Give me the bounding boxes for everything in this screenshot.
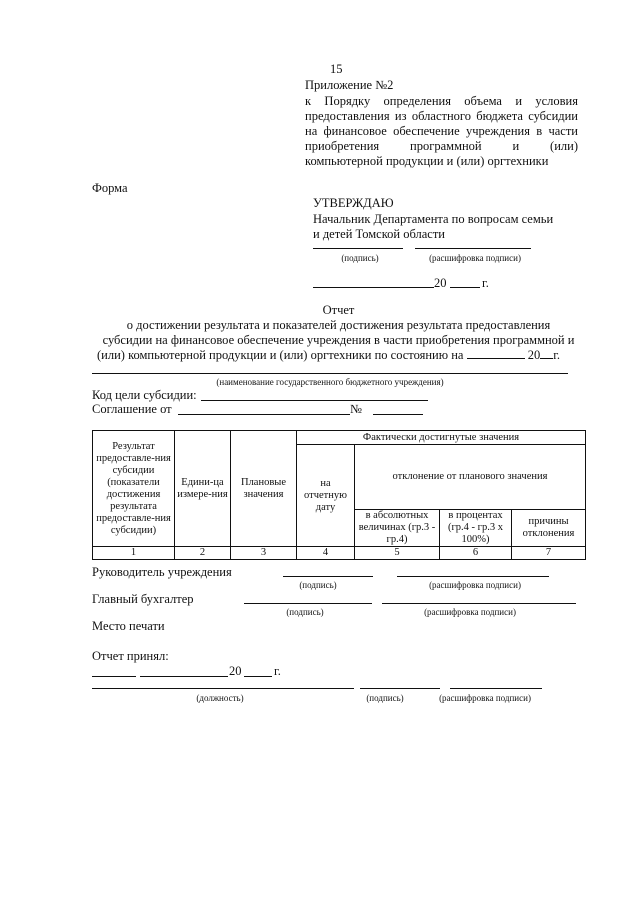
head-signature-caption: (подпись) — [299, 580, 337, 590]
accepted-label: Отчет принял: — [92, 649, 169, 663]
report-subtitle-line3 — [97, 348, 560, 363]
accountant-label: Главный бухгалтер — [92, 592, 194, 606]
accepted-position-line[interactable] — [92, 688, 354, 689]
accepted-year-line[interactable] — [244, 676, 272, 677]
accepted-year-prefix: 20 — [229, 664, 242, 678]
column-number: 7 — [512, 547, 586, 560]
approval-year-prefix: 20 — [434, 276, 447, 290]
appendix-line: приобретения программной и (или) — [305, 139, 578, 153]
goal-code-label: Код цели субсидии: — [92, 388, 197, 402]
approval-position-line2: и детей Томской области — [313, 227, 446, 241]
head-decode-line[interactable] — [397, 576, 549, 577]
agreement-date-line[interactable] — [178, 414, 350, 415]
accepted-decode-caption: (расшифровка подписи) — [439, 693, 531, 703]
column-number: 6 — [440, 547, 512, 560]
approval-decode-caption: (расшифровка подписи) — [429, 253, 521, 263]
head-decode-caption: (расшифровка подписи) — [429, 580, 521, 590]
report-subtitle-line2: субсидии на финансовое обеспечение учреждения в части приобретения программной и — [102, 333, 575, 347]
approval-position-line1: Начальник Департамента по вопросам семьи — [313, 212, 554, 226]
column-number: 1 — [93, 547, 175, 560]
report-line3-year: 20 — [527, 348, 541, 362]
report-title: Отчет — [322, 303, 355, 317]
approval-date-line[interactable] — [313, 287, 434, 288]
col-result-header: Результат предоставле-ния субсидии (показатели достижения результата предоставле-ния субсидии) — [93, 431, 175, 547]
column-number: 2 — [175, 547, 231, 560]
approval-year-line[interactable] — [450, 287, 480, 288]
appendix-line: на финансовое обеспечение учреждения в части — [305, 124, 578, 138]
seal-label: Место печати — [92, 619, 165, 633]
appendix-title: Приложение №2 — [305, 78, 394, 92]
approval-signature-caption: (подпись) — [341, 253, 379, 263]
appendix-line: компьютерной продукции и (или) оргтехники — [305, 154, 549, 168]
agreement-number-sign: № — [350, 402, 362, 416]
head-label: Руководитель учреждения — [92, 565, 232, 579]
report-table — [92, 430, 586, 560]
accepted-month-line[interactable] — [140, 676, 228, 677]
appendix-line: к Порядку определения объема и условия — [305, 94, 578, 108]
approval-year-suffix: г. — [482, 276, 489, 290]
col-percent-header: в процентах (гр.4 - гр.3 х 100%) — [440, 510, 512, 547]
accountant-signature-caption: (подпись) — [286, 607, 324, 617]
column-number: 3 — [231, 547, 297, 560]
agreement-label: Соглашение от — [92, 402, 172, 416]
institution-line[interactable] — [92, 373, 568, 374]
approval-title: УТВЕРЖДАЮ — [313, 196, 394, 210]
page-number: 15 — [330, 62, 343, 76]
report-line3-end: г. — [553, 348, 561, 362]
accepted-signature-caption: (подпись) — [366, 693, 404, 703]
accepted-position-caption: (должность) — [196, 693, 244, 703]
accepted-day-line[interactable] — [92, 676, 136, 677]
accepted-decode-line[interactable] — [450, 688, 542, 689]
accountant-decode-line[interactable] — [382, 603, 576, 604]
deviation-header: отклонение от планового значения — [355, 445, 586, 510]
accountant-signature-line[interactable] — [244, 603, 372, 604]
appendix-line: предоставления из областного бюджета субсидии — [305, 109, 578, 123]
col-unit-header: Едини-ца измере-ния — [175, 431, 231, 547]
agreement-number-line[interactable] — [373, 414, 423, 415]
column-number: 4 — [297, 547, 355, 560]
form-label: Форма — [92, 181, 128, 195]
col-on-date-header: на отчетную дату — [297, 445, 355, 547]
report-date-line[interactable] — [467, 348, 525, 359]
col-absolute-header: в абсолютных величинах (гр.3 - гр.4) — [355, 510, 440, 547]
goal-code-line[interactable] — [201, 400, 428, 401]
accepted-year-suffix: г. — [274, 664, 281, 678]
head-signature-line[interactable] — [283, 576, 373, 577]
actual-values-header: Фактически достигнутые значения — [297, 431, 586, 445]
approval-signature-line[interactable] — [313, 248, 403, 249]
report-subtitle-line1: о достижении результата и показателей достижения результата предоставления — [126, 318, 551, 332]
col-reasons-header: причины отклонения — [512, 510, 586, 547]
appendix-text — [305, 94, 578, 169]
col-planned-header: Плановые значения — [231, 431, 297, 547]
institution-caption: (наименование государственного бюджетного учреждения) — [216, 377, 444, 387]
report-line3-start: (или) компьютерной продукции и (или) оргтехники по состоянию на — [97, 348, 464, 362]
approval-decode-line[interactable] — [415, 248, 531, 249]
report-year-line[interactable] — [540, 348, 553, 359]
accountant-decode-caption: (расшифровка подписи) — [424, 607, 516, 617]
column-number: 5 — [355, 547, 440, 560]
accepted-signature-line[interactable] — [360, 688, 440, 689]
